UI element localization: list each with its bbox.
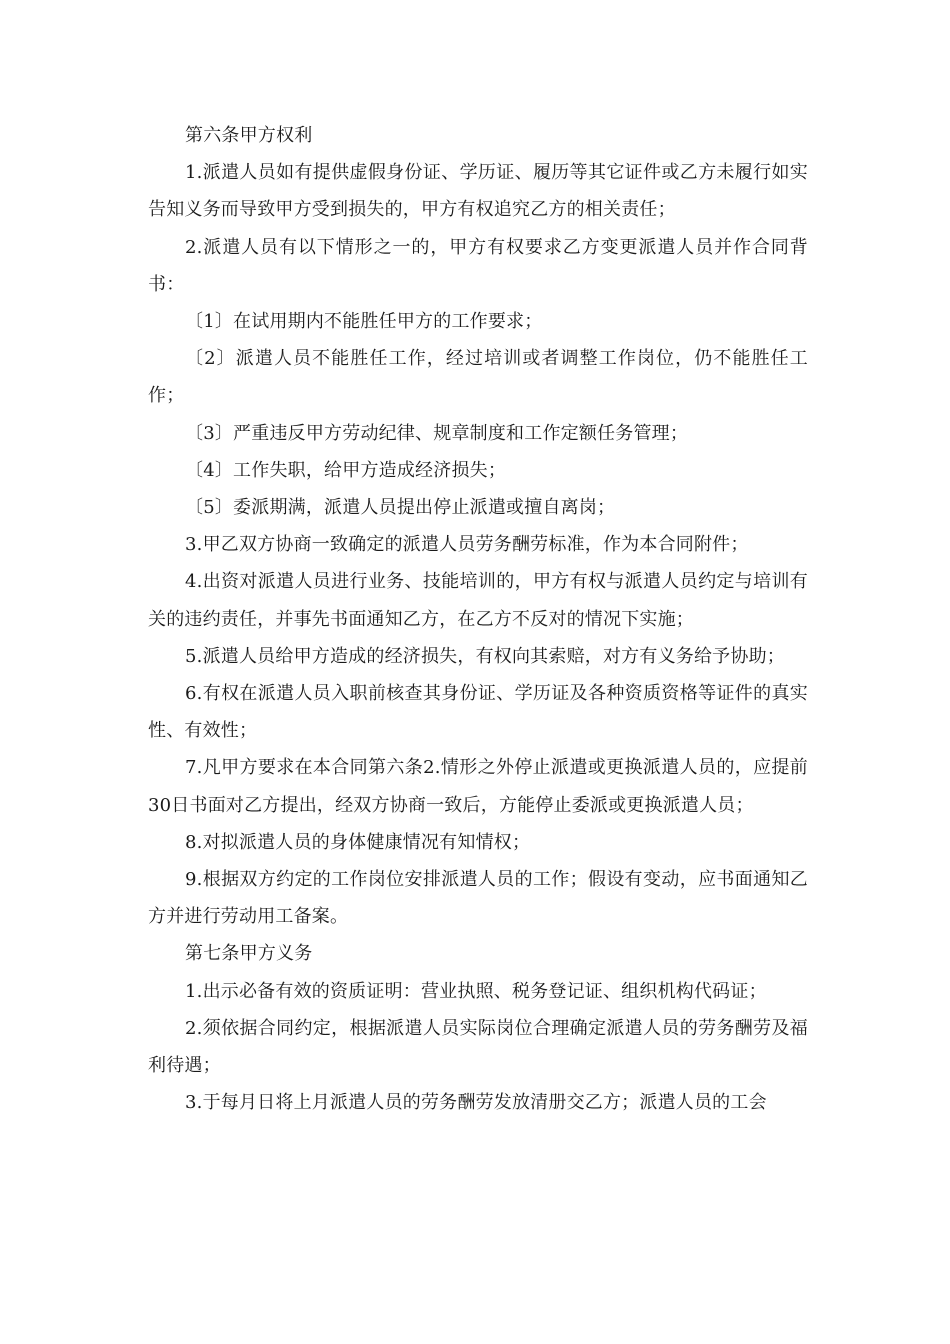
list-item: 〔5〕委派期满，派遣人员提出停止派遣或擅自离岗； [185,497,616,519]
paragraph: 9.根据双方约定的工作岗位安排派遣人员的工作；假设有变动，应书面通知乙方并进行劳动用工备案。 [148,869,808,928]
paragraph: 4.出资对派遣人员进行业务、技能培训的，甲方有权与派遣人员约定与培训有关的违约责任，并事先书面通知乙方，在乙方不反对的情况下实施； [148,571,808,630]
paragraph: 5.派遣人员给甲方造成的经济损失，有权向其索赔，对方有义务给予协助； [185,645,785,667]
paragraph: 3.于每月日将上月派遣人员的劳务酬劳发放清册交乙方；派遣人员的工会 [185,1092,767,1114]
section-heading-article-6: 第六条甲方权利 [185,125,313,146]
paragraph: 1.派遣人员如有提供虚假身份证、学历证、履历等其它证件或乙方未履行如实告知义务而导致甲方受到损失的，甲方有权追究乙方的相关责任； [148,162,808,221]
paragraph: 7.凡甲方要求在本合同第六条2.情形之外停止派遣或更换派遣人员的，应提前30日书面对乙方提出，经双方协商一致后，方能停止委派或更换派遣人员； [148,757,808,816]
list-item: 〔1〕在试用期内不能胜任甲方的工作要求； [185,311,543,333]
paragraph: 3.甲乙双方协商一致确定的派遣人员劳务酬劳标准，作为本合同附件； [185,534,749,556]
paragraph: 1.出示必备有效的资质证明：营业执照、税务登记证、组织机构代码证； [185,980,767,1002]
list-item: 〔4〕工作失职，给甲方造成经济损失； [185,459,507,481]
paragraph: 6.有权在派遣人员入职前核查其身份证、学历证及各种资质资格等证件的真实性、有效性； [148,683,808,742]
list-item: 〔3〕严重违反甲方劳动纪律、规章制度和工作定额任务管理； [185,422,689,444]
paragraph: 2.派遣人员有以下情形之一的，甲方有权要求乙方变更派遣人员并作合同背书： [148,236,808,295]
list-item: 〔2〕派遣人员不能胜任工作，经过培训或者调整工作岗位，仍不能胜任工作； [148,348,808,407]
document-body [148,117,808,1121]
paragraph: 2.须依据合同约定，根据派遣人员实际岗位合理确定派遣人员的劳务酬劳及福利待遇； [148,1017,808,1077]
paragraph: 8.对拟派遣人员的身体健康情况有知情权； [185,831,531,853]
section-heading-article-7: 第七条甲方义务 [185,943,313,965]
